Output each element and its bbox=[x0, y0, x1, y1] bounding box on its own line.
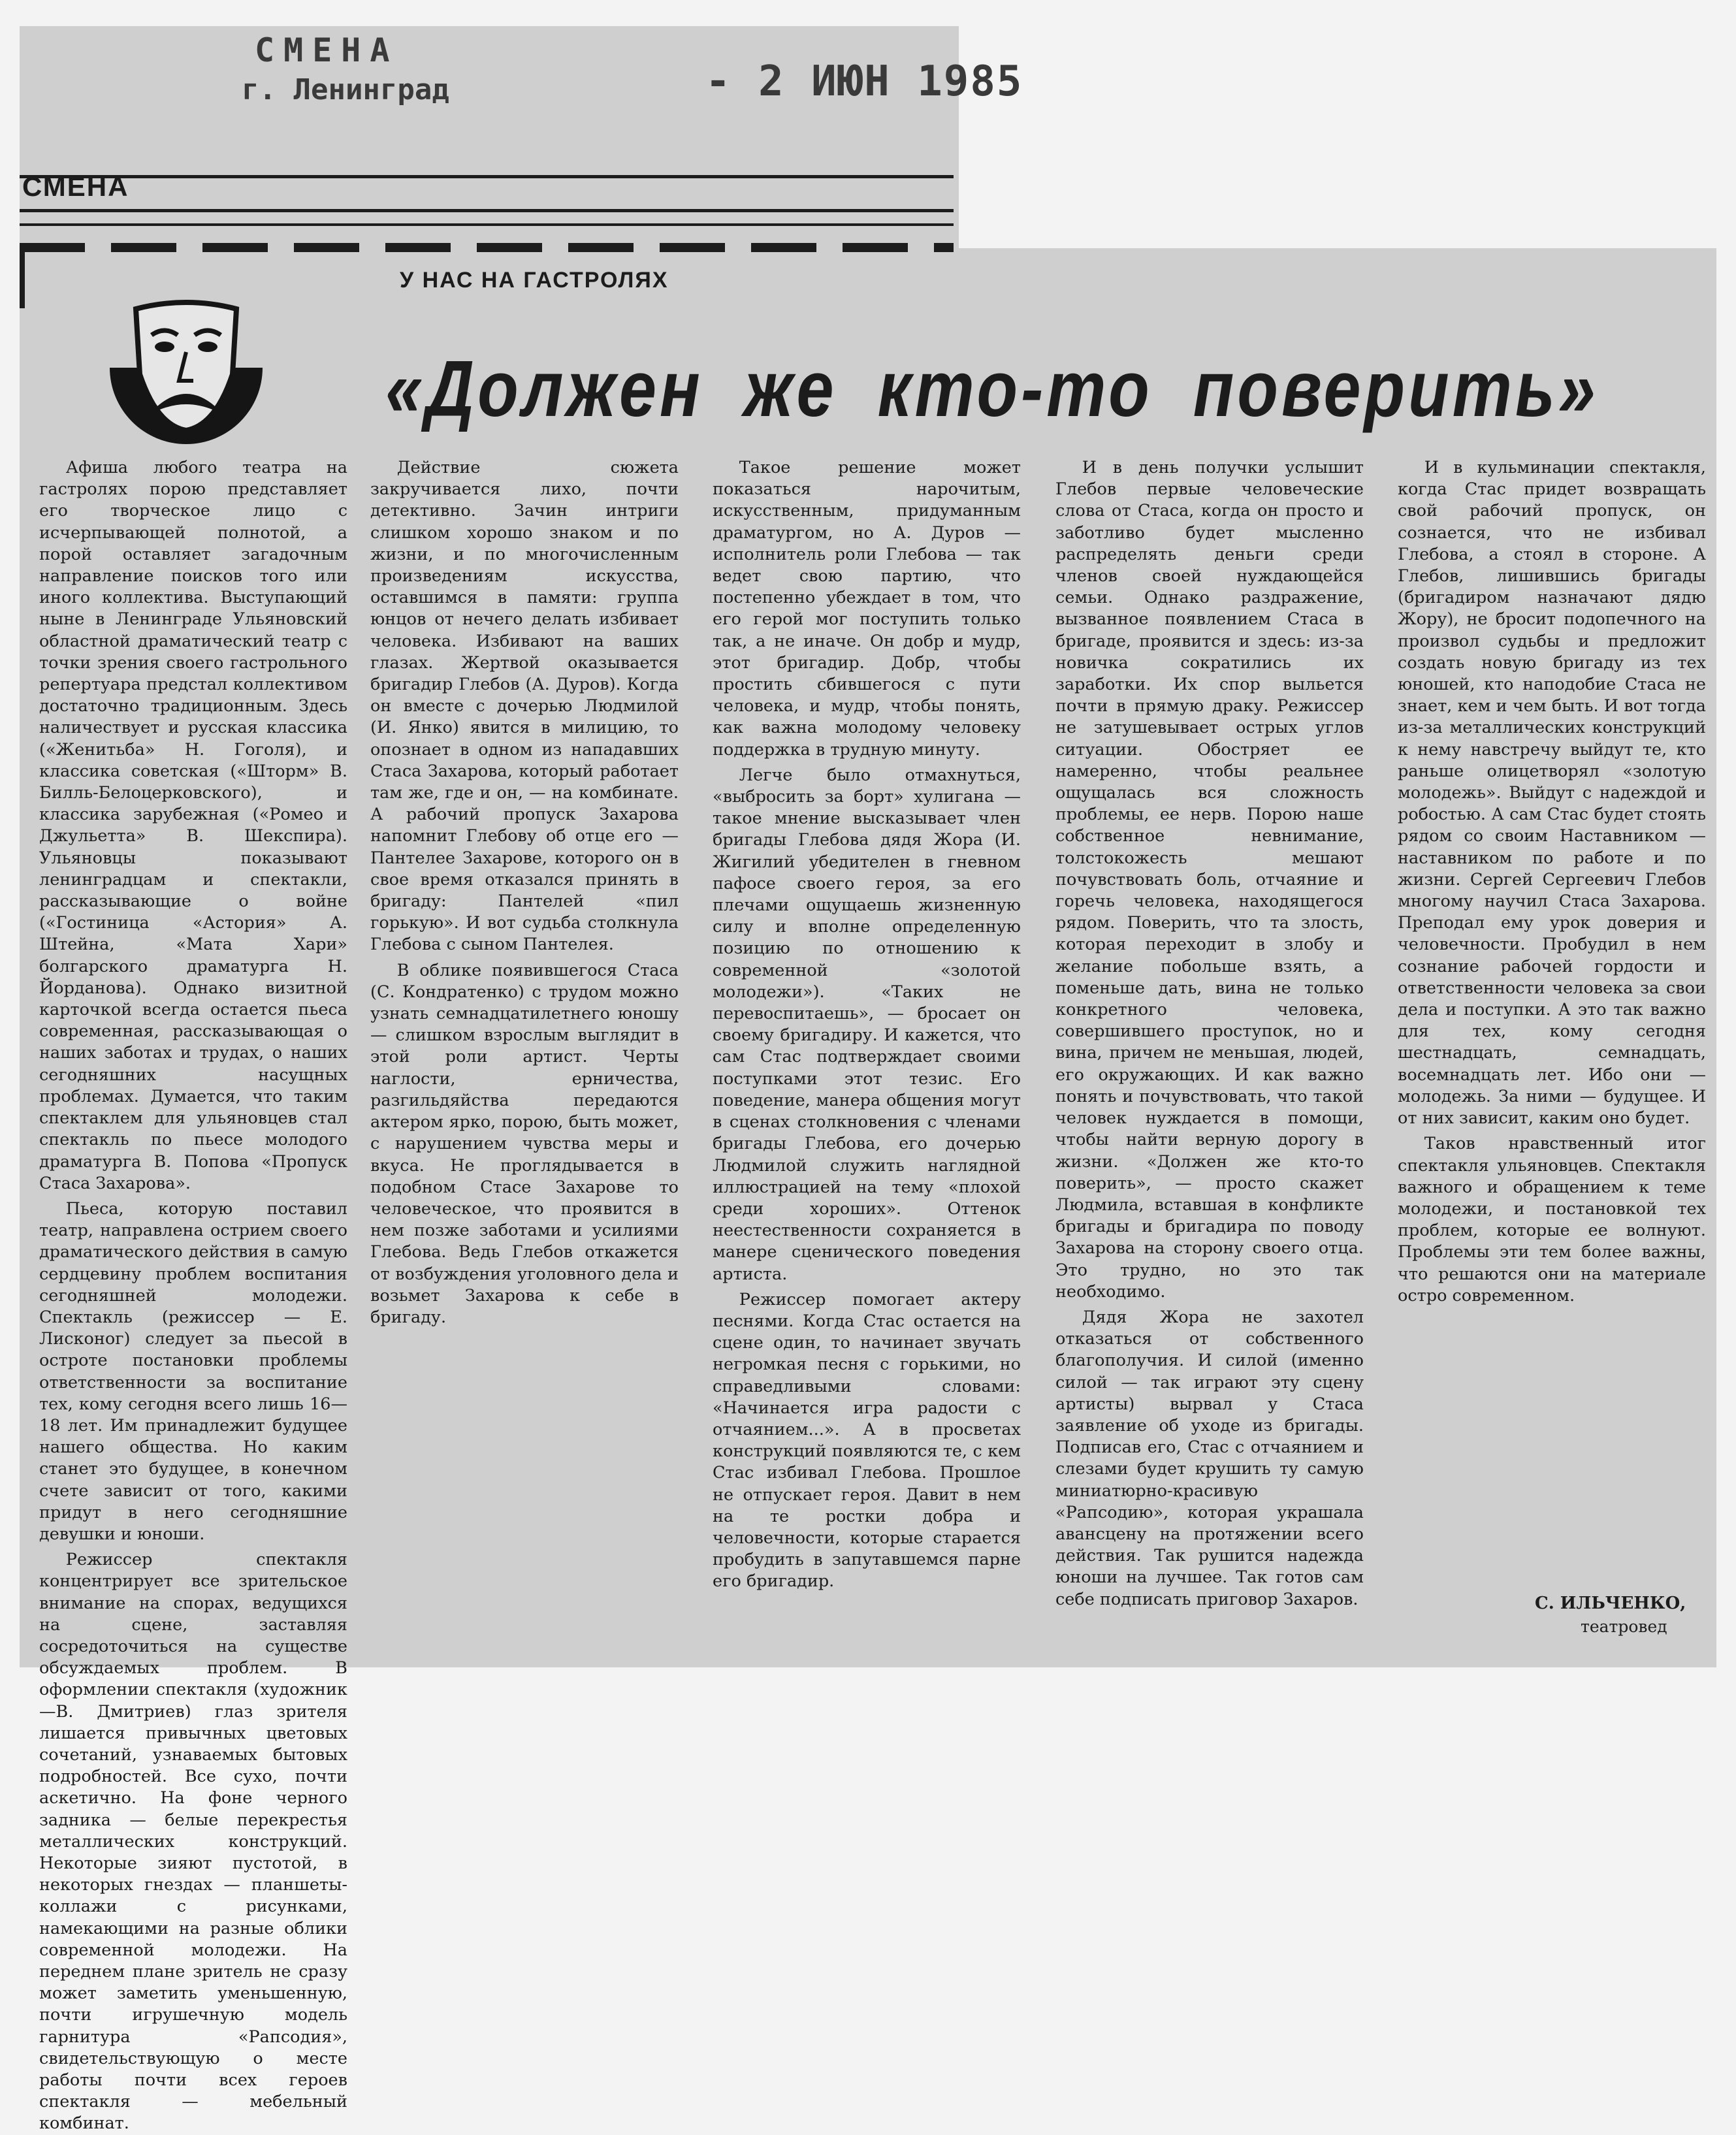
masthead-rule-bottom bbox=[20, 223, 954, 226]
article-column-5 bbox=[1398, 457, 1706, 1581]
dashed-divider bbox=[20, 243, 954, 252]
headline: «Должен же кто-то поверить» bbox=[385, 344, 1599, 433]
article-column-4 bbox=[1055, 457, 1364, 1633]
stamp-newspaper-name: СМЕНА bbox=[255, 31, 399, 69]
author-role: театровед bbox=[1581, 1617, 1667, 1636]
paragraph-10: Дядя Жора не захотел отказаться от собственного благополучия. И силой (именно силой — так играют эту сцену артисты) вырвал у Стаса заявление об уходе из бригады. Подписав его, Стас с отчаянием и слезами будет крушить ту самую миниатюрно-красивую «Рапсодию», которая украшала авансцену на протяжении всего действия. Так рушится надежда юноши на лучшее. Так готов сам себе подписать приговор Захаров. bbox=[1055, 1307, 1364, 1609]
paragraph-1: Афиша любого театра на гастролях порою представляет его творческое лицо с исчерпывающей полнотой, а порой оставляет загадочным направление поисков того или иного коллектива. Выступающий ныне в Ленинграде Ульяновский областной драматический театр с точки зрения своего гастрольного репертуара предстал коллективом достаточно традиционным. Здесь наличествует и русская классика («Женитьба» Н. Гоголя), и классика советская («Шторм» В. Билль-Белоцерковского), и классика зарубежная («Ромео и Джульетта» В. Шекспира). Ульяновцы показывают ленинградцам и спектакли, рассказывающие о войне («Гостиница «Астория» А. Штейна, «Мата Хари» болгарского драматурга Н. Йорданова). Однако визитной карточкой всегда остается пьеса современная, рассказывающая о наших заботах и трудах, о наших сегодняшних насущных проблемах. Думается, что таким спектаклем для ульяновцев стал спектакль по пьесе молодого драматурга В. Попова «Пропуск Стаса Захарова». bbox=[39, 458, 347, 1193]
rubric: У НАС НА ГАСТРОЛЯХ bbox=[400, 268, 669, 293]
paragraph-3: Режиссер спектакля концентрирует все зрительское внимание на спорах, ведущихся на сцене, заставляя сосредоточиться на существе обсуждаемых проблем. В оформлении спектакля (художник—В. Дмитриев) глаз зрителя лишается привычных цветовых сочетаний, узнаваемых бытовых подробностей. Все сухо, почти аскетично. На фоне черного задника — белые перекрестья металлических конструкций. Некоторые зияют пустотой, в некоторых гнездах — планшеты-коллажи с рисунками, намекающими на разные облики современной молодежи. На переднем плане зритель не сразу может заметить уменьшенную, почти игрушечную модель гарнитура «Рапсодия», свидетельствующую о месте работы почти всех героев спектакля — мебельный комбинат. bbox=[39, 1550, 347, 2134]
article-column-1 bbox=[39, 457, 347, 2134]
masthead-title: СМЕНА bbox=[22, 171, 129, 202]
paragraph-11: И в кульминации спектакля, когда Стас придет возвращать свой рабочий пропуск, он сознается, что не избивал Глебова, а стоял в стороне. А Глебов, лишившись бригады (бригадиром назначают дядю Жору), не бросит подопечного на произвол судьбы и предложит создать новую бригаду из тех юношей, кто наподобие Стаса не знает, кем и чем быть. И вот тогда из-за металлических конструкций к нему навстречу выйдут те, кто раньше олицетворял «золотую молодежь». Выйдут с надеждой и робостью. А сам Стас будет стоять рядом со своим Наставником — наставником по работе и по жизни. Сергей Сергеевич Глебов многому научил Стаса Захарова. Преподал ему урок доверия и человечности. Пробудил в нем сознание рабочей гордости и ответственности человека за свои дела и поступки. А это так важно для тех, кому сегодня шестнадцать, семнадцать, восемнадцать лет. Ибо они — молодежь. За ними — будущее. И от них зависит, каким оно будет. bbox=[1398, 458, 1706, 1129]
stamp-date: - 2 ИЮН 1985 bbox=[705, 57, 1023, 106]
theatre-mask-icon bbox=[104, 297, 268, 447]
paragraph-5: В облике появившегося Стаса (С. Кондратенко) с трудом можно узнать семнадцатилетнего юношу — слишком взрослым выглядит в этой роли артист. Черты наглости, ерничества, разгильдяйства передаются актером ярко, порою, быть может, с нарушением чувства меры и вкуса. Не проглядывается в подобном Стасе Захарове то человеческое, что проявится в нем позже заботами и усилиями Глебова. Ведь Глебов откажется от возбуждения уголовного дела и возьмет Захарова к себе в бригаду. bbox=[370, 960, 679, 1327]
paragraph-2: Пьеса, которую поставил театр, направлена острием своего драматического действия в самую сердцевину проблем воспитания сегодняшней молодежи. Спектакль (режиссер — Е. Лисконог) следует за пьесой в остроте постановки проблемы ответственности за воспитание тех, кому сегодня всего лишь 16—18 лет. Им принадлежит будущее нашего общества. Но каким станет это будущее, в конечном счете зависит от того, какими придут в него сегодняшние девушки и юноши. bbox=[39, 1198, 347, 1544]
article-column-2 bbox=[370, 457, 679, 1633]
stamp-city: г. Ленинград bbox=[242, 73, 449, 106]
paragraph-8: Режиссер помогает актеру песнями. Когда Стас остается на сцене один, то начинает звучать негромкая песня с горькими, но справедливыми словами: «Начинается игра радости с отчаянием...». А в просветах конструкций появляются те, с кем Стас избивал Глебова. Прошлое не отпускает героя. Давит в нем на те ростки добра и человечности, которые старается пробудить в запутавшемся парне его бригадир. bbox=[713, 1289, 1021, 1592]
masthead-rule-middle bbox=[20, 209, 954, 212]
paragraph-7: Легче было отмахнуться, «выбросить за борт» хулигана — такое мнение высказывает член бригады Глебова дядя Жора (И. Жигилий убедителен в гневном пафосе своего героя, за его плечами ощущаешь жизненную силу и вполне определенную позицию по отношению к современной «золотой молодежи»). «Таких не перевоспитаешь», — бросает он своему бригадиру. И кажется, что сам Стас подтверждает своими поступками этот тезис. Его поведение, манера общения могут в сценах столкновения с членами бригады Глебова, его дочерью Людмилой служить наглядной иллюстрацией на тему «плохой среди хороших». Оттенок неестественности сохраняется в манере сценического поведения артиста. bbox=[713, 765, 1021, 1284]
masthead-rule-top bbox=[20, 175, 954, 178]
paragraph-4: Действие сюжета закручивается лихо, почти детективно. Зачин интриги слишком хорошо знаком и по жизни, и по многочисленным произведениям искусства, оставшимся в памяти: группа юнцов от нечего делать избивает человека. Избивают на ваших глазах. Жертвой оказывается бригадир Глебов (А. Дуров). Когда он вместе с дочерью Людмилой (И. Янко) явится в милицию, то опознает в одном из нападавших Стаса Захарова, который работает там же, где и он, — на комбинате. А рабочий пропуск Захарова напомнит Глебову об отце его — Пантелее Захарове, которого он в свое время отказался принять в бригаду: Пантелей «пил горькую». И вот судьба столкнула Глебова с сыном Пантелея. bbox=[370, 458, 679, 955]
paragraph-12: Таков нравственный итог спектакля ульяновцев. Спектакля важного и обращением к теме молодежи, и постановкой тех проблем, которые ее волнуют. Проблемы эти тем более важны, что решаются они на материале остро современном. bbox=[1398, 1134, 1706, 1306]
article-column-3 bbox=[713, 457, 1021, 1633]
section-bracket bbox=[20, 243, 25, 308]
author-signature: С. ИЛЬЧЕНКО, bbox=[1535, 1594, 1686, 1613]
paragraph-9: И в день получки услышит Глебов первые человеческие слова от Стаса, когда он просто и заботливо будет мысленно распределять деньги среди членов своей нуждающейся семьи. Однако раздражение, вызванное появлением Стаса в бригаде, проявится и здесь: из-за новичка сократились их заработки. Их спор выльется почти в прямую драку. Режиссер не затушевывает острых углов ситуации. Обостряет ее намеренно, чтобы реальнее ощущалась вся сложность проблемы, ее нерв. Порою наше собственное невнимание, толстокожесть мешают почувствовать боль, отчаяние и горечь человека, находящегося рядом. Поверить, что та злость, которая переходит в злобу и желание побольше взять, а поменьше дать, вина не только конкретного человека, совершившего проступок, но и вина, причем не меньшая, людей, его окружающих. И как важно понять и почувствовать, что такой человек нуждается в помощи, чтобы найти верную дорогу в жизни. «Должен же кто-то поверить», — просто скажет Людмила, вставшая в конфликте бригады и бригадира по поводу Захарова на сторону своего отца. Это трудно, но это так необходимо. bbox=[1055, 458, 1364, 1302]
paragraph-6: Такое решение может показаться нарочитым, искусственным, придуманным драматургом, но А. Дуров — исполнитель роли Глебова — так ведет свою партию, что постепенно убеждает в том, что его герой мог поступить только так, а не иначе. Он добр и мудр, этот бригадир. Добр, чтобы простить сбившегося с пути человека, и мудр, чтобы понять, как важна молодому человеку поддержка в трудную минуту. bbox=[713, 458, 1021, 760]
